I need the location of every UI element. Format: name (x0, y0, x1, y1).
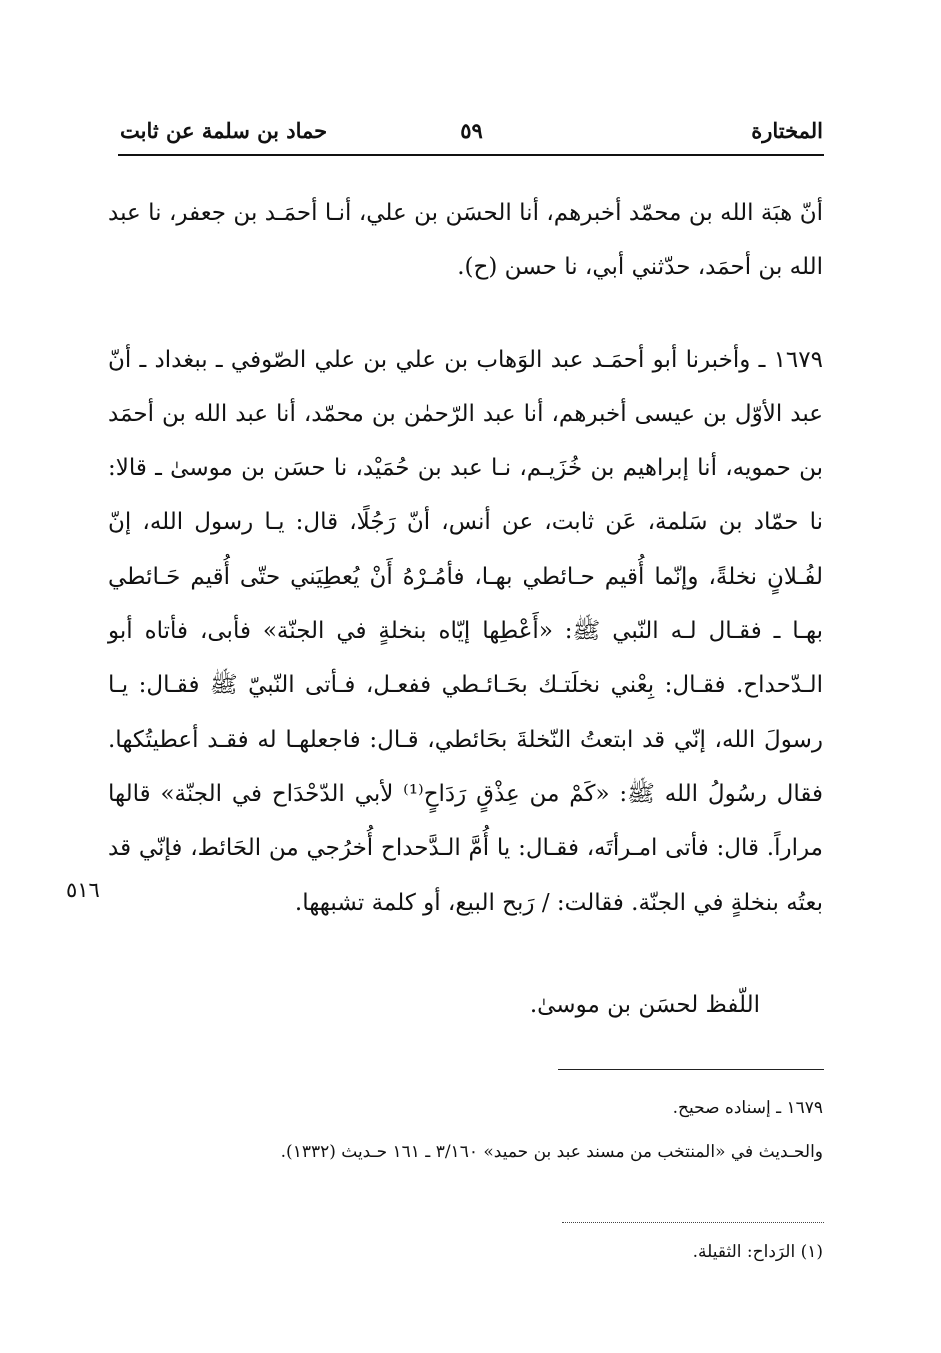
footnote-rule (558, 1069, 824, 1070)
margin-page-reference: ٥١٦ (66, 878, 100, 902)
chapter-title: حماد بن سلمة عن ثابت (120, 118, 328, 143)
footnote-isnad: ١٦٧٩ ـ إسناده صحيح. (672, 1098, 823, 1118)
footnote-divider (562, 1222, 824, 1223)
footnote-source: والحـديث في «المنتخب من مسند عبد بن حميد» ٣/١٦٠ ـ ١٦١ حـديث (١٣٣٢). (280, 1142, 823, 1162)
main-text (108, 186, 823, 930)
hadith-paragraph: ١٦٧٩ ـ وأخبرنا أبو أحمَـد عبد الوَهاب بن علي بن علي الصّوفي ـ ببغداد ـ أنّ عبد الأوّل بن عيسى أخبرهم، أنا عبد الرّحمٰن بن محمّد، أنا عبد الله بن أحمَد بن حمويه، أنا إبراهيم بن خُزَيـم، نـا عبد بن حُمَيْد، نا حسَن بن موسىٰ ـ قالا: نا حمّاد بن سَلمة، عَن ثابت، عن أنس، أنّ رَجُلًا، قال: يـا رسول الله، إنّ لفُـلانٍ نخلةً، وإنّما أُقيم حـائطي بهـا، فأمُـرْهُ أَنْ يُعطِيَني حتّى أُقيم حَـائطي بهـا ـ فقـال لـه النّبي ﷺ: «أَعْطِها إيّاه بنخلةٍ في الجنّة» فأبى، فأتاه أبو الـدّحداح. فقـال: بِعْني نخلَتـك بحَـائـطي ففعـل، فـأتى النّبيّ ﷺ فقـال: يـا رسولَ الله، إنّي قد ابتعتُ النّخلةَ بحَائطي، قـال: فاجعلهـا له فقـد أعطيتُكها. فقال رسُولُ الله ﷺ: «كَمْ من عِذْقٍ رَدَاحٍ⁽¹⁾ لأبي الدّحْدَاح في الجنّة» قالها مراراً. قال: فأتى امـرأتَه، فقـال: يا أُمَّ الـدَّحداح أُخرُجي من الحَائط، فإنّي قد بعتُه بنخلةٍ في الجنّة. فقالت: / رَبح البيع، أو كلمة تشبهها. (108, 346, 824, 916)
closing-note: اللّفظ لحسَن بن موسىٰ. (529, 992, 760, 1018)
page-number: ٥٩ (460, 118, 483, 143)
header-rule (118, 154, 824, 156)
book-title: المختارة (751, 118, 823, 143)
intro-paragraph: أنّ هبَة الله بن محمّد أخبرهم، أنا الحسَن بن علي، أنـا أحمَـد بن جعفر، نا عبد الله بن أحمَد، حدّثني أبي، نا حسن (ح). (108, 200, 823, 281)
running-header (120, 118, 823, 146)
footnote-glossary: (١) الرَداح: الثقيلة. (692, 1242, 823, 1262)
